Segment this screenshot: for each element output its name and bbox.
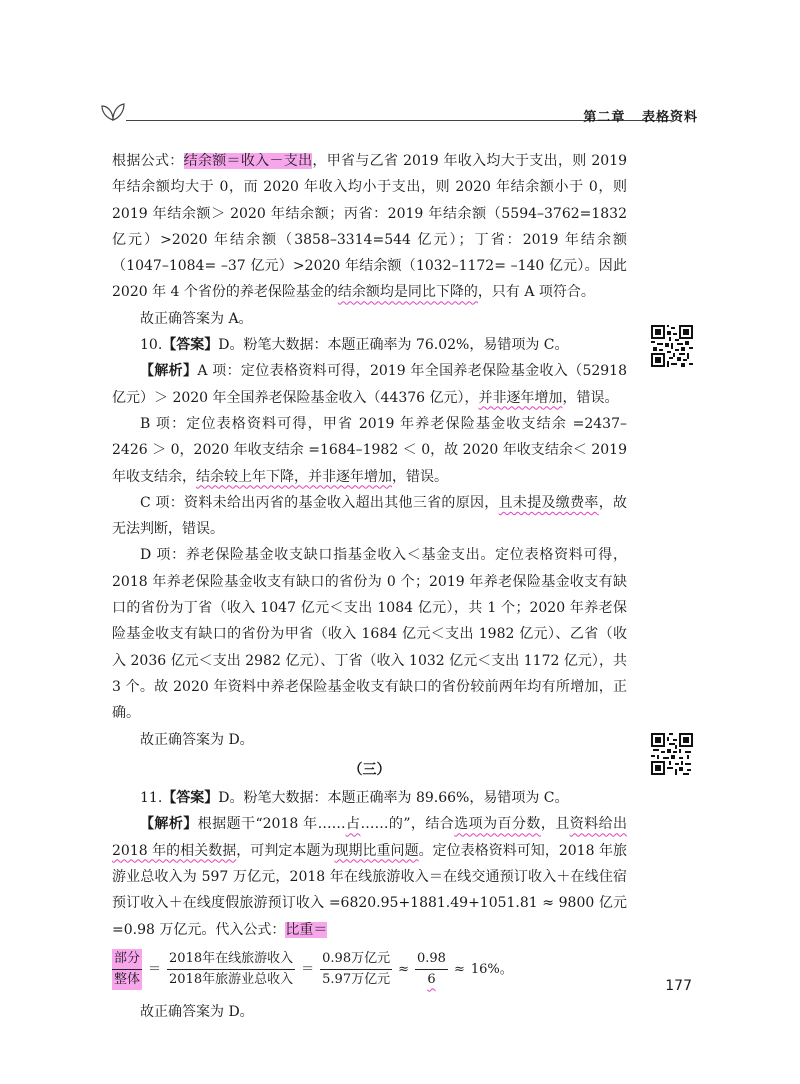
chapter-label [583, 106, 698, 125]
denominator: 5.97万亿元 [322, 972, 391, 988]
emphasis-text: 现期比重问题 [334, 842, 419, 859]
analysis-b [112, 411, 627, 490]
text: ，错误。 [392, 468, 448, 485]
qr-code-icon [651, 325, 693, 367]
question-10-answer [112, 332, 627, 358]
emphasis-text: 结余额均是同比下降的 [337, 284, 478, 301]
text: 根据题干“2018 年…… [197, 816, 346, 833]
text: C 项：资料未给出丙省的基金收入超出其他三省的原因， [140, 494, 499, 511]
analysis-c [112, 490, 627, 543]
formula-result: 16%。 [470, 961, 513, 977]
equals-sign: ＝ [148, 961, 162, 977]
numerator: 部分 [112, 949, 142, 970]
denominator: 2018年旅游业总收入 [169, 972, 294, 988]
fraction-part-whole [112, 949, 142, 990]
chapter-number: 第二章 [583, 110, 626, 125]
text: 根据公式： [112, 153, 184, 169]
numerator: 0.98万亿元 [320, 949, 392, 970]
numerator: 0.98 [415, 949, 448, 970]
denominator: 整体 [114, 972, 141, 988]
answer-tag: 【答案】 [162, 790, 219, 807]
emphasis-text: 选项为百分数 [454, 816, 541, 833]
analysis-tag: 【解析】 [140, 816, 198, 833]
fraction-estimate [415, 949, 448, 990]
question-number: 10. [140, 337, 163, 354]
emphasis-text: 结余较上年下降，并非逐年增加 [196, 468, 392, 485]
answer-line: 故正确答案为 A。 [140, 310, 253, 327]
text: ，故无法判断，错误。 [112, 494, 628, 538]
ratio-formula [112, 945, 627, 995]
chapter-title: 表格资料 [641, 110, 698, 125]
denominator: 6 [427, 972, 436, 988]
analysis-d: D 项：养老保险基金收支缺口指基金收入＜基金支出。定位表格资料可得，2018 年养老保险基金收支有缺口的省份为 0 个；2019 年养老保险基金收支有缺口的省份为丁省（收入 1047 亿元＜支出 1084 亿元），共 1 个；2020 年养老保险基金收支有缺口的省份为甲省（收入 1684 亿元＜支出 1982 亿元）、乙省（收入 2036 亿元＜支出 2982 亿元）、丁省（收入 1032 亿元＜支出 1172 亿元），共 3 个。故 2020 年资料中养老保险基金收支有缺口的省份较前两年均有所增加，正确。 [112, 547, 627, 722]
question-11-answer [112, 785, 627, 811]
text: D。粉笔大数据：本题正确率为 89.66%，易错项为 C。 [218, 790, 569, 807]
highlighted-formula: 结余额＝收入－支出 [183, 153, 313, 169]
text: D。粉笔大数据：本题正确率为 76.02%，易错项为 C。 [218, 337, 569, 354]
emphasis-text: 占 [345, 816, 361, 833]
emphasis-text: 并非逐年增加 [478, 389, 563, 406]
paragraph [112, 148, 627, 306]
approx-sign: ≈ [453, 961, 465, 977]
text: ，只有 A 项符合。 [477, 284, 595, 301]
analysis-e [112, 811, 627, 942]
emphasis-text: 资料给出 2018 年的相关数据 [112, 816, 628, 859]
approx-sign: ≈ [398, 961, 409, 977]
question-number: 11. [140, 790, 163, 807]
answer-line: 故正确答案为 D。 [140, 1003, 254, 1020]
text: ，错误。 [562, 389, 619, 406]
text: ……的”，结合 [360, 816, 455, 833]
answer-tag: 【答案】 [162, 337, 219, 354]
highlighted-formula: 比重＝ [285, 921, 328, 938]
answer-line: 故正确答案为 D。 [140, 731, 254, 748]
leaf-icon [100, 100, 126, 122]
text: ，可判定本题为 [236, 842, 335, 859]
emphasis-text: 且未提及缴费率 [498, 494, 599, 511]
equals-sign: ＝ [301, 961, 315, 977]
text: ，甲省与乙省 2019 年收入均大于支出，则 2019 年结余额均大于 0，而 2020 年收入均小于支出，则 2020 年结余额小于 0，则 2019 年结余额＞ 2020 年结余额；丙省：2019 年结余额（5594–3762=1832 亿元）>2020 年结余额（3858–3314=544 亿元）；丁省：2019 年结余额（1047–1084= –37 亿元）>2020 年结余额（1032–1172= –140 亿元）。因此 2020 年 4 个省份的养老保险基金的 [112, 153, 628, 301]
numerator: 2018年在线旅游收入 [167, 949, 295, 970]
page-number: 177 [665, 978, 692, 994]
running-header [100, 100, 700, 124]
page-body [112, 148, 627, 1025]
text: B 项：定位表格资料可得，甲省 2019 年养老保险基金收支结余 =2437–2426 ＞ 0，2020 年收支结余 =1684–1982 ＜ 0，故 2020 年收支结余＜ 2019 年收支结余， [112, 415, 627, 485]
text: A 项：定位表格资料可得，2019 年全国养老保险基金收入（52918 亿元）＞ 2020 年全国养老保险基金收入（44376 亿元）， [112, 363, 627, 406]
qr-code-icon [651, 733, 693, 775]
text: ，且 [540, 816, 570, 833]
fraction-values [320, 949, 392, 990]
analysis-a [112, 358, 627, 411]
text: 。定位表格资料可知，2018 年旅游业总收入为 597 万亿元，2018 年在线旅游收入＝在线交通预订收入＋在线住宿预订收入＋在线度假旅游预订收入 =6820.95+1881.49+1051.81 ≈ 9800 亿元 =0.98 万亿元。代入公式： [112, 842, 627, 938]
analysis-tag: 【解析】 [140, 363, 198, 380]
fraction-income [167, 949, 295, 990]
section-heading: （三） [348, 761, 391, 778]
